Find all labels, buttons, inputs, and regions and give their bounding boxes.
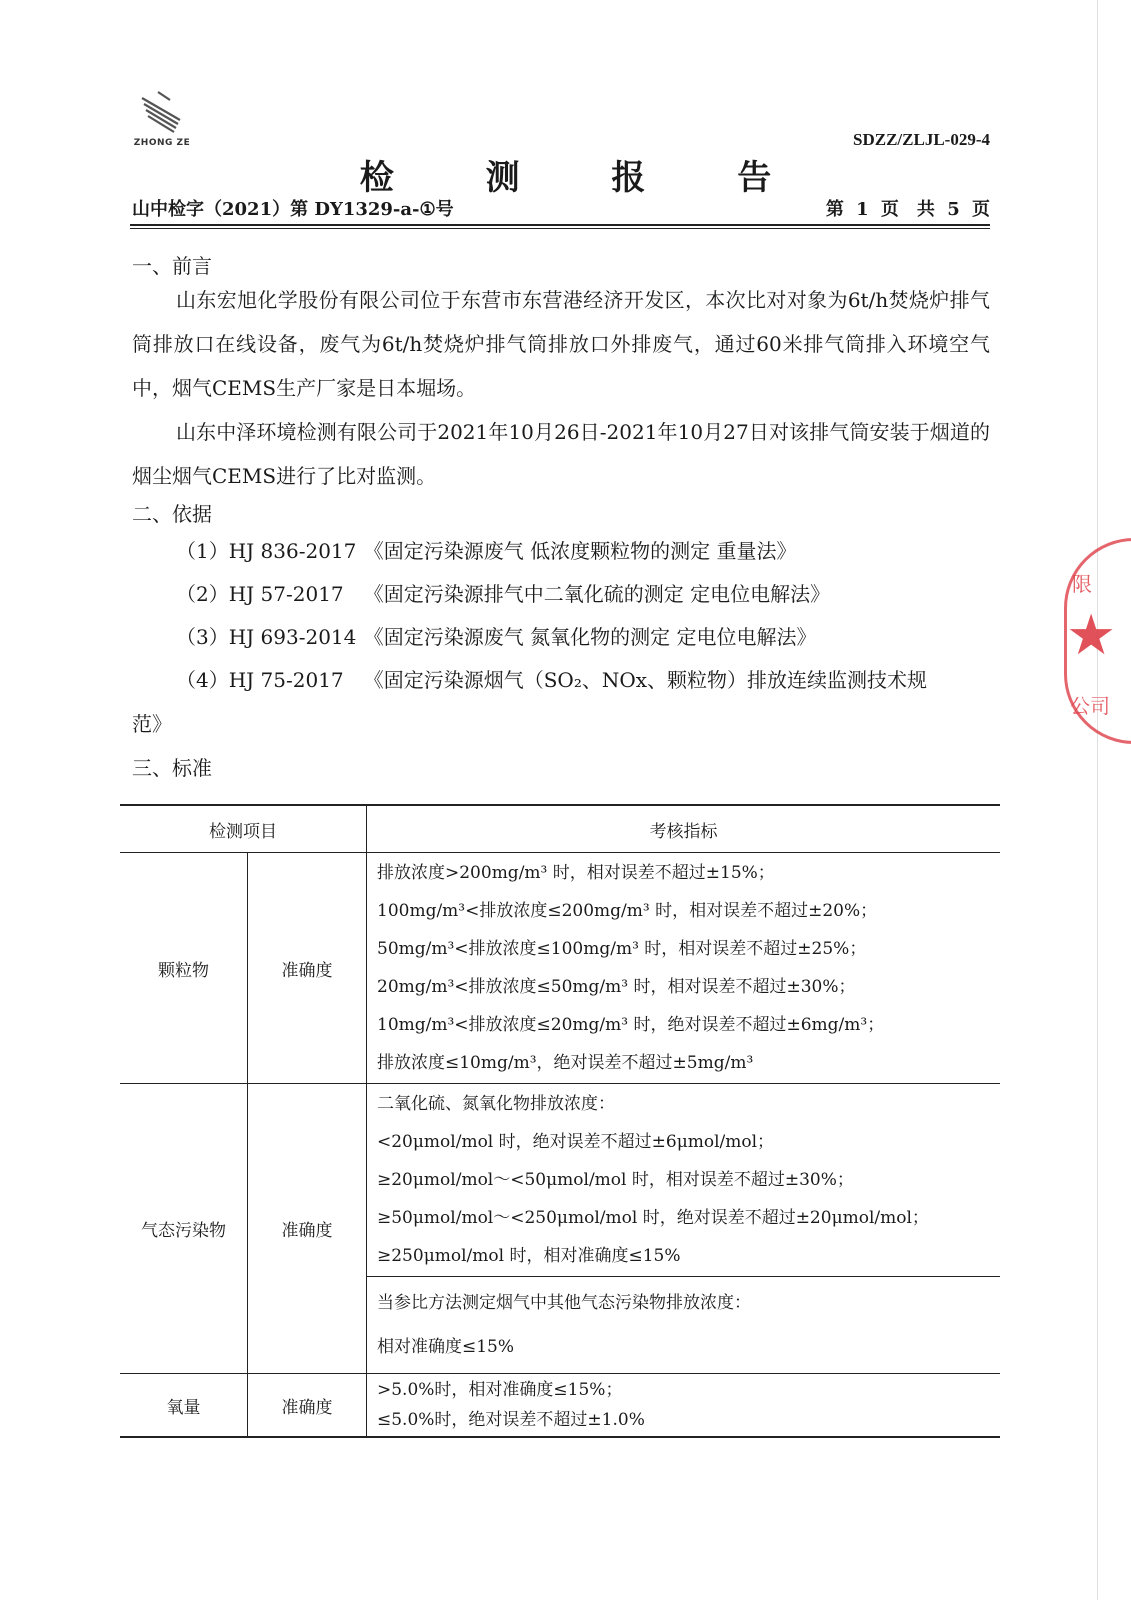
basis-item-number: （4） xyxy=(176,668,229,692)
header-rule-thin xyxy=(130,228,990,229)
section-heading-preface: 一、前言 xyxy=(132,254,212,278)
criteria-line: 10mg/m³<排放浓度≤20mg/m³ 时，绝对误差不超过±6mg/m³； xyxy=(377,1015,885,1035)
basis-item xyxy=(176,621,816,650)
standard-table xyxy=(120,804,1000,1438)
row-category: 颗粒物 xyxy=(120,853,248,1084)
row-criteria xyxy=(367,853,1001,1084)
criteria-line: ≥20μmol/mol～<50μmol/mol 时，相对误差不超过±30%； xyxy=(377,1170,854,1190)
section-heading-standard: 三、标准 xyxy=(132,756,212,780)
basis-item-title: 《固定污染源烟气（SO₂、NOx、颗粒物）排放连续监测技术规 xyxy=(363,668,928,692)
company-logo xyxy=(130,88,194,158)
row-category: 气态污染物 xyxy=(120,1084,248,1374)
row-criteria xyxy=(367,1374,1001,1438)
report-meta-row xyxy=(132,195,990,221)
table-header-row xyxy=(120,805,1000,853)
criteria-line: 当参比方法测定烟气中其他气态污染物排放浓度： xyxy=(377,1293,751,1313)
logo-text: ZHONG ZE xyxy=(133,138,191,148)
criteria-line: 排放浓度>200mg/m³ 时，相对误差不超过±15%； xyxy=(377,863,775,883)
basis-item-number: （1） xyxy=(176,539,229,563)
table-row xyxy=(120,853,1000,1084)
report-title: 检 测 报 告 xyxy=(359,158,812,198)
criteria-line: ≥50μmol/mol～<250μmol/mol 时，绝对误差不超过±20μmol/mol； xyxy=(377,1208,929,1228)
row-category: 氧量 xyxy=(120,1374,248,1438)
column-header-criteria: 考核指标 xyxy=(367,805,1001,853)
column-header-item: 检测项目 xyxy=(120,805,367,853)
criteria-line: <20μmol/mol 时，绝对误差不超过±6μmol/mol； xyxy=(377,1132,775,1152)
criteria-line: 二氧化硫、氮氧化物排放浓度： xyxy=(377,1094,615,1114)
company-seal-stamp xyxy=(1064,538,1131,738)
basis-item-title: 《固定污染源废气 氮氧化物的测定 定电位电解法》 xyxy=(363,625,817,649)
basis-item-code: HJ 836-2017 xyxy=(228,539,357,563)
basis-item xyxy=(176,535,796,564)
stamp-text-bottom: 公司 xyxy=(1070,694,1110,718)
document-code: SDZZ/ZLJL-029-4 xyxy=(853,130,990,149)
row-index: 准确度 xyxy=(248,1084,367,1374)
criteria-line: >5.0%时，相对准确度≤15%； xyxy=(377,1380,623,1400)
table-row xyxy=(120,1084,1000,1277)
basis-item-number: （2） xyxy=(176,582,229,606)
criteria-line: 相对准确度≤15% xyxy=(377,1337,515,1357)
header-rule xyxy=(130,224,990,226)
criteria-line: 50mg/m³<排放浓度≤100mg/m³ 时，相对误差不超过±25%； xyxy=(377,939,867,959)
section-heading-basis: 二、依据 xyxy=(132,502,212,526)
row-criteria-other xyxy=(367,1277,1001,1374)
row-criteria xyxy=(367,1084,1001,1277)
criteria-line: ≥250μmol/mol 时，相对准确度≤15% xyxy=(377,1246,681,1266)
basis-item-code: HJ 57-2017 xyxy=(228,582,344,606)
stamp-text-top: 限 xyxy=(1072,572,1092,596)
criteria-line: ≤5.0%时，绝对误差不超过±1.0% xyxy=(377,1410,645,1430)
basis-item-code: HJ 75-2017 xyxy=(228,668,344,692)
stamp-star-icon: ★ xyxy=(1066,603,1117,668)
report-number: 山中检字（2021）第 DY1329-a-①号 xyxy=(132,199,454,220)
row-index: 准确度 xyxy=(248,1374,367,1438)
criteria-line: 排放浓度≤10mg/m³，绝对误差不超过±5mg/m³ xyxy=(377,1053,754,1073)
zhongze-logo-icon xyxy=(130,88,194,138)
page-edge-shadow xyxy=(1097,0,1098,1600)
basis-item-code: HJ 693-2014 xyxy=(228,625,357,649)
criteria-line: 100mg/m³<排放浓度≤200mg/m³ 时，相对误差不超过±20%； xyxy=(377,901,878,921)
basis-item-title: 《固定污染源废气 低浓度颗粒物的测定 重量法》 xyxy=(363,539,797,563)
criteria-line: 20mg/m³<排放浓度≤50mg/m³ 时，相对误差不超过±30%； xyxy=(377,977,856,997)
basis-item-title: 《固定污染源排气中二氧化硫的测定 定电位电解法》 xyxy=(363,582,831,606)
page-info: 第 1 页 共 5 页 xyxy=(825,199,990,220)
row-index: 准确度 xyxy=(248,853,367,1084)
preface-paragraph-2: 山东中泽环境检测有限公司于2021年10月26日-2021年10月27日对该排气筒安装于烟道的烟尘烟气CEMS进行了比对监测。 xyxy=(132,420,990,488)
preface-paragraph-1: 山东宏旭化学股份有限公司位于东营市东营港经济开发区，本次比对对象为6t/h焚烧炉排气筒排放口在线设备，废气为6t/h焚烧炉排气筒排放口外排废气，通过60米排气筒排入环境空气中，烟气CEMS生产厂家是日本堀场。 xyxy=(132,288,990,400)
basis-item xyxy=(176,664,927,693)
basis-item xyxy=(176,578,830,607)
table-row xyxy=(120,1374,1000,1438)
basis-item-continuation: 范》 xyxy=(132,712,172,736)
basis-item-number: （3） xyxy=(176,625,229,649)
